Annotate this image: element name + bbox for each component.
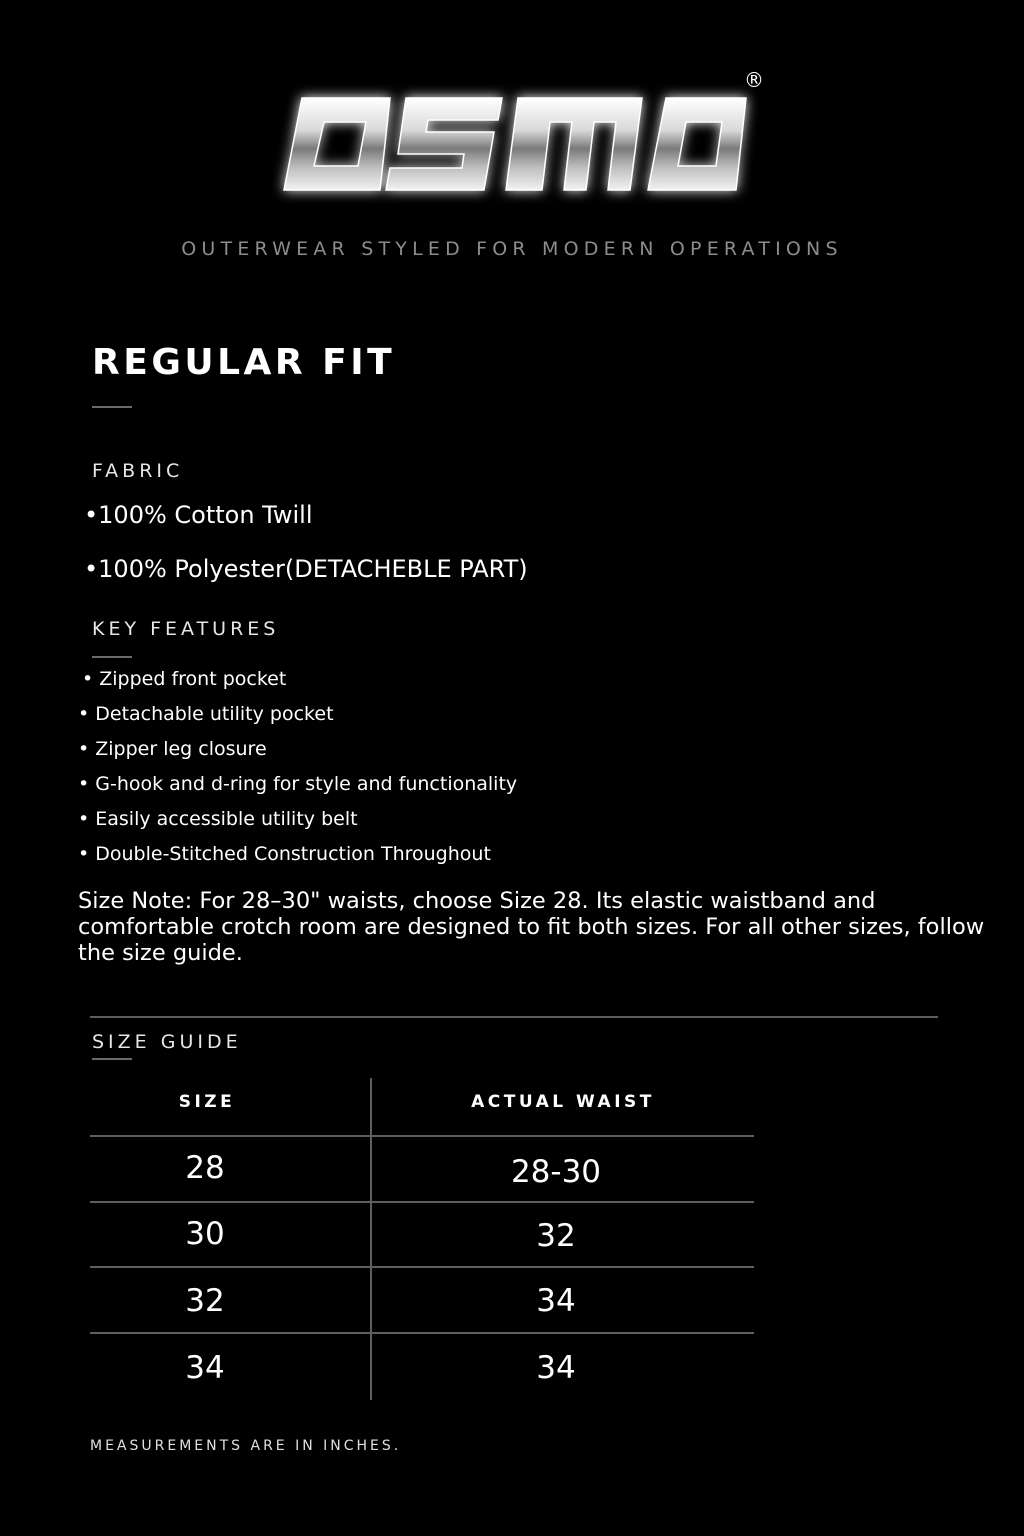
feature-item: • G-hook and d-ring for style and functionality	[78, 773, 518, 795]
fabric-label: FABRIC	[92, 460, 184, 482]
feature-item: • Zipped front pocket	[82, 668, 287, 690]
feature-item: • Zipper leg closure	[78, 738, 267, 760]
size-guide-top-rule	[90, 1016, 938, 1018]
key-features-divider	[92, 656, 132, 658]
cell-actual-waist: 34	[536, 1283, 576, 1319]
registered-mark: ®	[744, 68, 764, 92]
header-actual-waist: ACTUAL WAIST	[471, 1092, 655, 1112]
fit-title: REGULAR FIT	[92, 342, 396, 383]
row-divider	[90, 1201, 754, 1203]
brand-tagline: OUTERWEAR STYLED FOR MODERN OPERATIONS	[181, 238, 843, 260]
size-guide-divider	[92, 1058, 132, 1060]
fabric-item: •100% Polyester(DETACHEBLE PART)	[84, 555, 528, 583]
cell-actual-waist: 34	[536, 1350, 576, 1386]
feature-item: • Easily accessible utility belt	[78, 808, 358, 830]
size-guide-label: SIZE GUIDE	[92, 1031, 242, 1053]
row-divider	[90, 1135, 754, 1137]
measurement-footnote: MEASUREMENTS ARE IN INCHES.	[90, 1438, 402, 1454]
row-divider	[90, 1266, 754, 1268]
cell-size: 28	[185, 1150, 225, 1186]
cell-size: 34	[185, 1350, 225, 1386]
brand-logo	[262, 70, 782, 210]
cell-actual-waist: 32	[536, 1218, 576, 1254]
key-features-label: KEY FEATURES	[92, 618, 280, 640]
header-size: SIZE	[178, 1092, 236, 1112]
size-note: Size Note: For 28–30" waists, choose Size 28. Its elastic waistband and comfortable crotch room are designed to fit both sizes. For all other sizes, follow the size guide.	[78, 888, 985, 966]
title-divider	[92, 406, 132, 408]
osmo-logo-graphic	[262, 70, 782, 210]
cell-actual-waist: 28-30	[510, 1154, 602, 1190]
cell-size: 32	[185, 1283, 225, 1319]
feature-item: • Detachable utility pocket	[78, 703, 334, 725]
feature-item: • Double-Stitched Construction Throughout	[78, 843, 491, 865]
row-divider	[90, 1332, 754, 1334]
fabric-item: •100% Cotton Twill	[84, 501, 313, 529]
cell-size: 30	[185, 1216, 225, 1252]
